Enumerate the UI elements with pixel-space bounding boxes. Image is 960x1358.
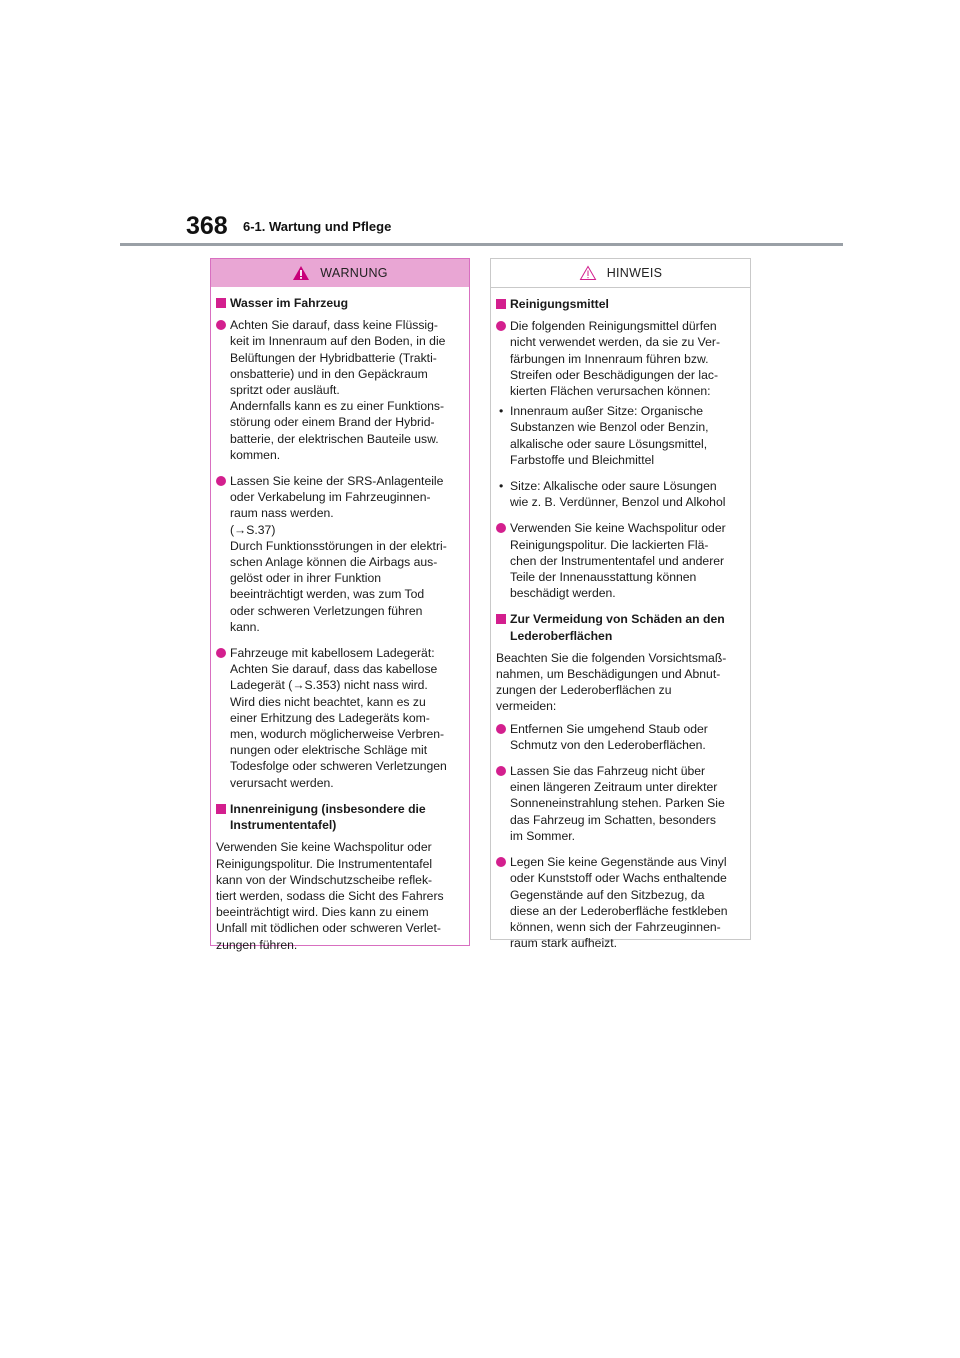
text-line: Die folgenden Reinigungsmittel dürfen <box>510 319 717 334</box>
warning-paragraph <box>216 839 463 952</box>
warning-box <box>210 258 470 952</box>
round-bullet-icon <box>216 476 226 486</box>
page-number: 368 <box>186 212 228 240</box>
text-line: Fahrzeuge mit kabellosem Ladegerät: <box>230 646 435 661</box>
text-line: men, wodurch möglicherweise Verbren- <box>230 727 445 742</box>
list-item <box>216 317 463 463</box>
text-line: kierten Flächen verursachen können: <box>510 384 711 399</box>
section-title: 6-1. Wartung und Pflege <box>243 219 392 234</box>
text-line: raum nass werden. <box>230 506 334 521</box>
text-line: Wasser im Fahrzeug <box>230 296 349 310</box>
round-bullet-icon <box>216 320 226 330</box>
text-line: verursacht werden. <box>230 775 334 790</box>
text-line: Todesfolge oder schweren Verletzungen <box>230 759 447 774</box>
text-line: batterie, der elektrischen Bauteile usw. <box>230 431 439 446</box>
warning-title: WARNUNG <box>320 266 388 280</box>
text-line: diese an der Lederoberfläche festkleben <box>510 903 728 918</box>
warning-header <box>211 259 469 287</box>
sub-bullet-mark: • <box>499 479 504 494</box>
text-line: Innenraum außer Sitze: Organische <box>510 404 704 419</box>
text-line: Verwenden Sie keine Wachspolitur oder <box>510 521 726 536</box>
text-line: kann von der Windschutzscheibe reflek- <box>216 872 433 887</box>
round-bullet-icon <box>496 523 506 533</box>
text-line: färbungen im Innenraum führen bzw. <box>510 351 709 366</box>
round-bullet-icon <box>496 857 506 867</box>
note-title: HINWEIS <box>606 266 663 280</box>
square-bullet-icon <box>216 298 226 308</box>
text-line: Sitze: Alkalische oder saure Lösungen <box>510 479 717 494</box>
text-line: beeinträchtigt werden, was zum Tod <box>230 587 425 602</box>
list-item <box>496 520 744 601</box>
text-line: nungen oder elektrische Schläge mit <box>230 743 428 758</box>
caution-triangle-outline-icon <box>579 265 597 281</box>
text-line: Belüftungen der Hybridbatterie (Trakti- <box>230 350 437 365</box>
text-line: Innenreinigung (insbesondere die <box>230 801 426 816</box>
text-line: Beachten Sie die folgenden Vorsichtsmaß- <box>496 650 727 665</box>
text-line: Wird dies nicht beachtet, kann es zu <box>230 694 426 709</box>
text-line: nicht verwendet werden, da sie zu Ver- <box>510 335 721 350</box>
text-line: Unfall mit tödlichen oder schweren Verlet- <box>216 921 441 936</box>
text-line: das Fahrzeug im Schatten, besonders <box>510 812 716 827</box>
text-line: im Sommer. <box>510 828 576 843</box>
text-line: störung oder einem Brand der Hybrid- <box>230 415 435 430</box>
note-heading-cleaners <box>496 296 744 312</box>
sub-bullet-mark: • <box>499 404 504 419</box>
text-line: wie z. B. Verdünner, Benzol und Alkohol <box>510 495 726 510</box>
list-item <box>216 645 463 791</box>
text-line: Farbstoffe und Bleichmittel <box>510 452 655 467</box>
text-line: Legen Sie keine Gegenstände aus Vinyl <box>510 855 727 870</box>
text-line: Sonneneinstrahlung stehen. Parken Sie <box>510 796 725 811</box>
square-bullet-icon <box>216 804 226 814</box>
text-line: Durch Funktionsstörungen in der elektri- <box>230 538 447 553</box>
text-line: Streifen oder Beschädigungen der lac- <box>510 367 718 382</box>
text-line: Reinigungspolitur. Die lackierten Flä- <box>510 537 709 552</box>
text-line: beeinträchtigt wird. Dies kann zu einem <box>216 905 429 920</box>
text-line: können, wenn sich der Fahrzeuginnen- <box>510 919 721 934</box>
square-bullet-icon <box>496 299 506 309</box>
text-line: Lassen Sie das Fahrzeug nicht über <box>510 764 706 779</box>
text-line: Achten Sie darauf, dass das kabellose <box>230 662 438 677</box>
text-line: alkalische oder saure Lösungsmittel, <box>510 436 708 451</box>
text-line: oder Kunststoff oder Wachs enthaltende <box>510 871 727 886</box>
text-line: kommen. <box>230 447 281 462</box>
text-line: Lassen Sie keine der SRS-Anlagenteile <box>230 474 444 489</box>
warning-heading-interior <box>216 801 463 833</box>
note-heading-leather <box>496 611 744 643</box>
sub-list-item <box>496 403 744 468</box>
round-bullet-icon <box>216 648 226 658</box>
text-line: Reinigungsmittel <box>510 297 609 311</box>
square-bullet-icon <box>496 614 506 624</box>
text-line: zungen der Lederoberflächen zu <box>496 683 672 698</box>
text-line: oder Verkabelung im Fahrzeuginnen- <box>230 490 431 505</box>
text-line: vermeiden: <box>496 699 557 714</box>
text-line: beschädigt werden. <box>510 586 616 601</box>
text-line: Lederoberflächen <box>510 628 613 643</box>
list-item <box>496 763 744 844</box>
page-reference-link[interactable]: (→S.37) <box>230 522 276 537</box>
text-line: Gegenstände auf den Sitzbezug, da <box>510 887 705 902</box>
text-line: Ladegerät (→S.353) nicht nass wird. <box>230 678 428 693</box>
text-line: einer Erhitzung des Ladegeräts kom- <box>230 710 430 725</box>
round-bullet-icon <box>496 321 506 331</box>
text-line: nahmen, um Beschädigungen und Abnut- <box>496 667 721 682</box>
round-bullet-icon <box>496 724 506 734</box>
text-line: Instrumententafel) <box>230 818 337 833</box>
text-line: spritzt oder ausläuft. <box>230 383 340 398</box>
text-line: Substanzen wie Benzol oder Benzin, <box>510 420 709 435</box>
text-line: Verwenden Sie keine Wachspolitur oder <box>216 840 432 855</box>
text-line: schen Anlage können die Airbags aus- <box>230 555 438 570</box>
round-bullet-icon <box>496 766 506 776</box>
note-box <box>490 258 751 951</box>
sub-list-item <box>496 478 744 510</box>
text-line: Zur Vermeidung von Schäden an den <box>510 612 725 627</box>
warning-triangle-icon <box>292 265 310 281</box>
text-line: zungen führen. <box>216 937 298 952</box>
note-body <box>491 288 750 951</box>
text-line: keit im Innenraum auf den Boden, in die <box>230 334 446 349</box>
text-line: Teile der Innenausstattung können <box>510 570 697 585</box>
text-line: gelöst oder in ihrer Funktion <box>230 571 382 586</box>
text-line: tiert werden, sodass die Sicht des Fahrers <box>216 888 444 903</box>
text-line: Schmutz von den Lederoberflächen. <box>510 737 706 752</box>
warning-heading-water <box>216 295 463 311</box>
warning-body <box>211 287 469 953</box>
list-item <box>496 854 744 951</box>
note-header <box>491 259 750 288</box>
text-line: Entfernen Sie umgehend Staub oder <box>510 721 708 736</box>
note-paragraph <box>496 650 744 715</box>
list-item <box>216 473 463 635</box>
text-line: Achten Sie darauf, dass keine Flüssig- <box>230 318 438 333</box>
text-line: Andernfalls kann es zu einer Funktions- <box>230 399 445 414</box>
text-line: Reinigungspolitur. Die Instrumententafel <box>216 856 433 871</box>
list-item <box>496 721 744 753</box>
text-line: oder schweren Verletzungen führen <box>230 603 423 618</box>
list-item <box>496 318 744 399</box>
text-line: onsbatterie) und in den Gepäckraum <box>230 366 428 381</box>
text-line: kann. <box>230 619 260 634</box>
header-rule <box>120 243 843 246</box>
text-line: einen längeren Zeitraum unter direkter <box>510 780 718 795</box>
text-line: raum stark aufheizt. <box>510 936 618 951</box>
text-line: chen der Instrumententafel und anderer <box>510 553 725 568</box>
